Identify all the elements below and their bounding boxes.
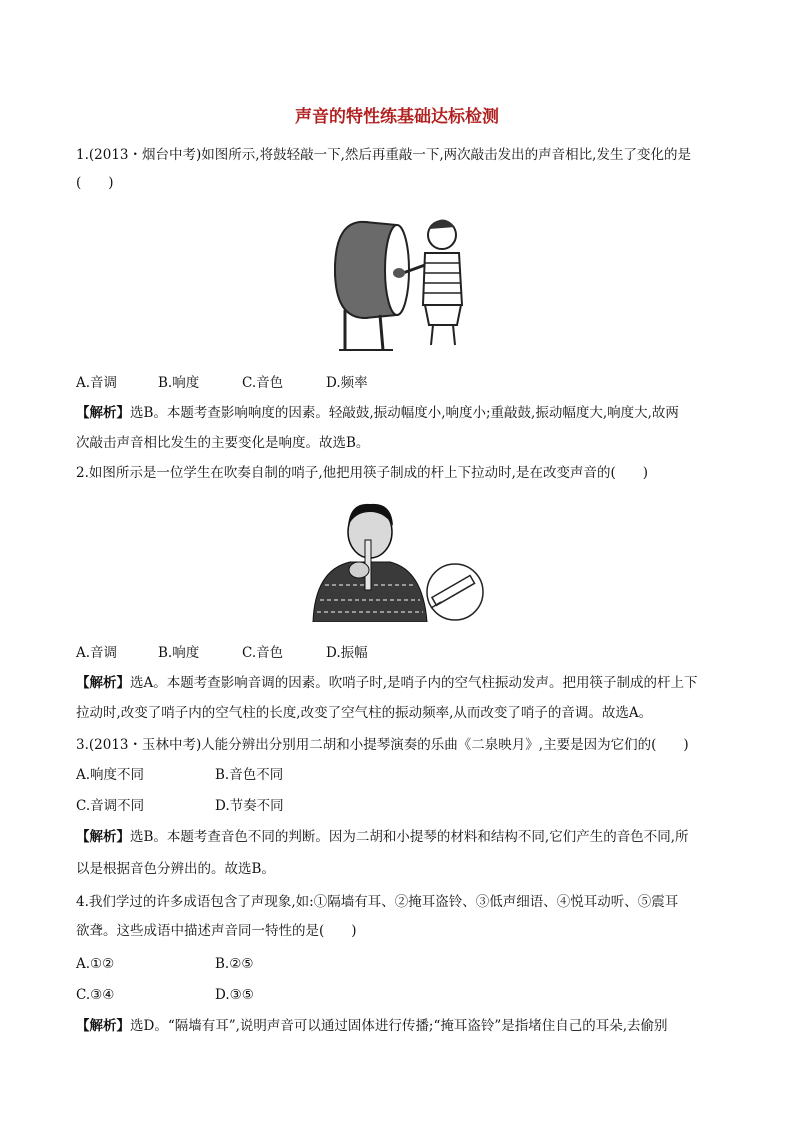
analysis-text: 选A。本题考查影响音调的因素。吹哨子时,是哨子内的空气柱振动发声。把用筷子制成的杆上下 (130, 675, 698, 691)
analysis-3 (76, 828, 689, 846)
option-b: B.响度 (158, 375, 200, 391)
option-d: D.节奏不同 (215, 798, 284, 814)
question-number: 2. (76, 465, 89, 481)
option-d: D.振幅 (326, 645, 368, 661)
page-title: 声音的特性练基础达标检测 (295, 107, 499, 127)
question-text: 我们学过的许多成语包含了声现象,如:①隔墙有耳、②掩耳盗铃、③低声细语、④悦耳动听、⑤震耳 (88, 894, 679, 910)
analysis-2-line-2: 拉动时,改变了哨子内的空气柱的长度,改变了空气柱的振动频率,从而改变了哨子的音调。故选A。 (76, 705, 653, 721)
option-c: C.③④ (76, 987, 115, 1003)
question-4-stem (76, 893, 678, 911)
option-c: C.音色 (242, 645, 284, 661)
option-c: C.音调不同 (76, 798, 145, 814)
option-a: A.响度不同 (76, 767, 145, 783)
boy-shirt (423, 253, 462, 305)
boy-shorts (425, 305, 461, 325)
question-number: 3. (76, 737, 89, 753)
option-b: B.响度 (158, 645, 200, 661)
question-text: 如图所示是一位学生在吹奏自制的哨子,他把用筷子制成的杆上下拉动时,是在改变声音的( ) (88, 465, 649, 481)
analysis-2 (76, 674, 698, 692)
option-d: D.③⑤ (215, 987, 254, 1003)
analysis-label: 【解析】 (76, 675, 130, 691)
option-d: D.频率 (326, 375, 368, 391)
option-b: B.音色不同 (215, 767, 284, 783)
drum-figure (325, 205, 475, 355)
analysis-1-line-2: 次敲击声音相比发生的主要变化是响度。故选B。 (76, 435, 370, 451)
question-1-stem (76, 146, 691, 164)
analysis-label: 【解析】 (76, 829, 130, 845)
analysis-1 (76, 404, 679, 422)
question-text: (2013・烟台中考)如图所示,将鼓轻敲一下,然后再重敲一下,两次敲击发出的声音相比,发生了变化的是 (88, 147, 691, 163)
analysis-label: 【解析】 (76, 405, 130, 421)
option-a: A.音调 (76, 375, 118, 391)
question-2-stem (76, 464, 648, 482)
analysis-4 (76, 1017, 668, 1035)
whistle-figure (305, 500, 485, 622)
question-text: (2013・玉林中考)人能分辨出分别用二胡和小提琴演奏的乐曲《二泉映月》,主要是因为它们的( ) (88, 737, 689, 753)
question-1-stem-line-2: ( ) (76, 175, 114, 191)
question-4-stem-line-2: 欲聋。这些成语中描述声音同一特性的是( ) (76, 923, 357, 939)
question-number: 1. (76, 147, 89, 163)
analysis-text: 选B。本题考查音色不同的判断。因为二胡和小提琴的材料和结构不同,它们产生的音色不同,所 (130, 829, 689, 845)
option-c: C.音色 (242, 375, 284, 391)
question-3-stem (76, 736, 689, 754)
option-a: A.①② (76, 956, 115, 972)
analysis-3-line-2: 以是根据音色分辨出的。故选B。 (76, 861, 275, 877)
option-b: B.②⑤ (215, 956, 254, 972)
analysis-text: 选B。本题考查影响响度的因素。轻敲鼓,振动幅度小,响度小;重敲鼓,振动幅度大,响度大,故两 (130, 405, 679, 421)
question-number: 4. (76, 894, 89, 910)
option-a: A.音调 (76, 645, 118, 661)
analysis-label: 【解析】 (76, 1018, 130, 1034)
drumstick-head (393, 268, 405, 278)
analysis-text: 选D。“隔墙有耳”,说明声音可以通过固体进行传播;“掩耳盗铃”是指堵住自己的耳朵,去偷别 (130, 1018, 668, 1034)
